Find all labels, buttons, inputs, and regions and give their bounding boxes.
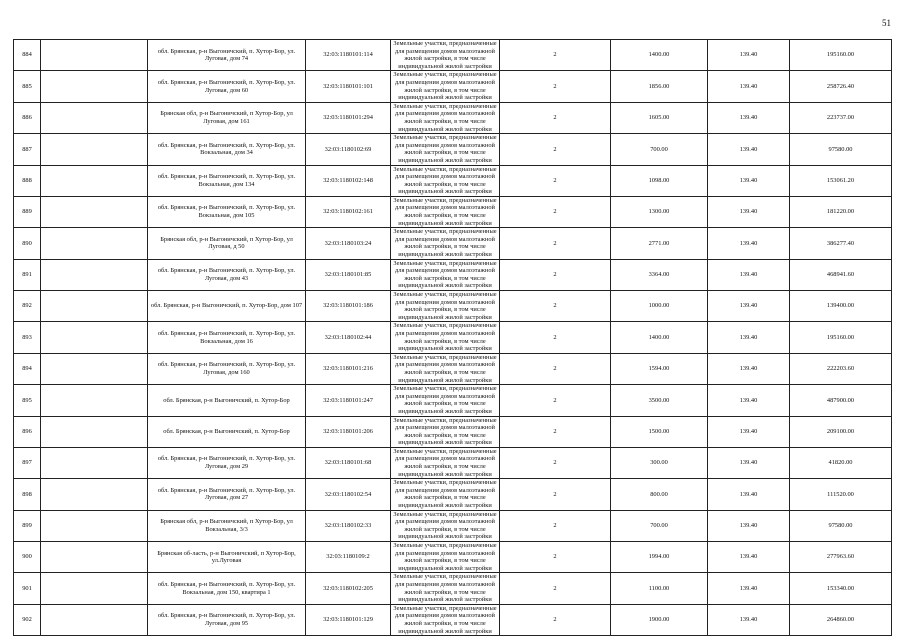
row-number: 893 [14, 322, 41, 353]
blank-cell [41, 71, 148, 102]
land-use-cell: Земельные участки, предназначенные для размещения домов малоэтажной жилой застройки, в том числе индивидуальной жилой застройки [391, 542, 500, 573]
cadastral-number-cell: 32:03:1180101:247 [306, 385, 391, 416]
area-cell: 1594.00 [611, 353, 708, 384]
blank-cell [41, 353, 148, 384]
rate-cell: 139.40 [708, 259, 790, 290]
land-use-cell: Земельные участки, предназначенные для размещения домов малоэтажной жилой застройки, в том числе индивидуальной жилой застройки [391, 134, 500, 165]
cadastral-number-cell: 32:03:1180101:294 [306, 102, 391, 133]
category-cell: 2 [500, 71, 611, 102]
address-cell: обл. Брянская, р-н Выгоничский, п. Хутор-Бор [148, 416, 306, 447]
table-row [14, 40, 892, 71]
blank-cell [41, 196, 148, 227]
cadastral-number-cell: 32:03:1180102:205 [306, 573, 391, 604]
rate-cell: 139.40 [708, 102, 790, 133]
row-number: 892 [14, 291, 41, 322]
blank-cell [41, 510, 148, 541]
rate-cell: 139.40 [708, 479, 790, 510]
cadastral-value-cell: 139400.00 [790, 291, 892, 322]
row-number: 902 [14, 604, 41, 635]
row-number: 898 [14, 479, 41, 510]
blank-cell [41, 416, 148, 447]
row-number: 899 [14, 510, 41, 541]
row-number: 894 [14, 353, 41, 384]
cadastral-number-cell: 32:03:1180101:186 [306, 291, 391, 322]
area-cell: 1300.00 [611, 196, 708, 227]
area-cell: 1856.00 [611, 71, 708, 102]
category-cell: 2 [500, 322, 611, 353]
row-number: 887 [14, 134, 41, 165]
category-cell: 2 [500, 259, 611, 290]
table-row [14, 196, 892, 227]
cadastral-number-cell: 32:03:1180101:85 [306, 259, 391, 290]
cadastral-value-cell: 386277.40 [790, 228, 892, 259]
category-cell: 2 [500, 165, 611, 196]
cadastral-number-cell: 32:03:1180102:54 [306, 479, 391, 510]
row-number: 891 [14, 259, 41, 290]
address-cell: обл. Брянская, р-н Выгоничский, п. Хутор-Бор, ул. Вокзальная, дом 150, квартира 1 [148, 573, 306, 604]
blank-cell [41, 259, 148, 290]
cadastral-value-cell: 111520.00 [790, 479, 892, 510]
land-use-cell: Земельные участки, предназначенные для размещения домов малоэтажной жилой застройки, в том числе индивидуальной жилой застройки [391, 259, 500, 290]
address-cell: обл. Брянская, р-н Выгоничский, п. Хутор-Бор, ул. Луговая, дом 74 [148, 40, 306, 71]
area-cell: 1000.00 [611, 291, 708, 322]
category-cell: 2 [500, 447, 611, 478]
cadastral-value-cell: 195160.00 [790, 322, 892, 353]
cadastral-value-cell: 258726.40 [790, 71, 892, 102]
land-use-cell: Земельные участки, предназначенные для размещения домов малоэтажной жилой застройки, в том числе индивидуальной жилой застройки [391, 71, 500, 102]
address-cell: Брянская обл, р-н Выгоничский, п Хутор-Бор, ул Луговая, д 50 [148, 228, 306, 259]
blank-cell [41, 40, 148, 71]
area-cell: 1994.00 [611, 542, 708, 573]
area-cell: 700.00 [611, 510, 708, 541]
address-cell: обл. Брянская, р-н Выгоничский, п. Хутор-Бор, ул. Луговая, дом 60 [148, 71, 306, 102]
rate-cell: 139.40 [708, 416, 790, 447]
blank-cell [41, 322, 148, 353]
table-row [14, 259, 892, 290]
cadastral-value-cell: 223737.00 [790, 102, 892, 133]
table-row [14, 291, 892, 322]
cadastral-value-cell: 41820.00 [790, 447, 892, 478]
rate-cell: 139.40 [708, 228, 790, 259]
table-row [14, 134, 892, 165]
category-cell: 2 [500, 573, 611, 604]
blank-cell [41, 134, 148, 165]
land-use-cell: Земельные участки, предназначенные для размещения домов малоэтажной жилой застройки, в том числе индивидуальной жилой застройки [391, 416, 500, 447]
area-cell: 700.00 [611, 134, 708, 165]
blank-cell [41, 228, 148, 259]
row-number: 895 [14, 385, 41, 416]
cadastral-value-cell: 153340.00 [790, 573, 892, 604]
rate-cell: 139.40 [708, 604, 790, 635]
row-number: 890 [14, 228, 41, 259]
table-row [14, 510, 892, 541]
blank-cell [41, 165, 148, 196]
table-row [14, 416, 892, 447]
rate-cell: 139.40 [708, 40, 790, 71]
blank-cell [41, 102, 148, 133]
land-use-cell: Земельные участки, предназначенные для размещения домов малоэтажной жилой застройки, в том числе индивидуальной жилой застройки [391, 102, 500, 133]
address-cell: обл. Брянская, р-н Выгоничский, п. Хутор-Бор, ул. Луговая, дом 95 [148, 604, 306, 635]
address-cell: обл. Брянская, р-н Выгоничский, п. Хутор-Бор, ул. Луговая, дом 160 [148, 353, 306, 384]
land-use-cell: Земельные участки, предназначенные для размещения домов малоэтажной жилой застройки, в том числе индивидуальной жилой застройки [391, 228, 500, 259]
land-use-cell: Земельные участки, предназначенные для размещения домов малоэтажной жилой застройки, в том числе индивидуальной жилой застройки [391, 604, 500, 635]
category-cell: 2 [500, 196, 611, 227]
table-row [14, 165, 892, 196]
table-row [14, 573, 892, 604]
address-cell: обл. Брянская, р-н Выгоничский, п. Хутор-Бор, ул. Луговая, дом 27 [148, 479, 306, 510]
cadastral-number-cell: 32:03:1180101:206 [306, 416, 391, 447]
table-row [14, 542, 892, 573]
land-use-cell: Земельные участки, предназначенные для размещения домов малоэтажной жилой застройки, в том числе индивидуальной жилой застройки [391, 165, 500, 196]
area-cell: 1900.00 [611, 604, 708, 635]
cadastral-number-cell: 32:03:1180103:24 [306, 228, 391, 259]
area-cell: 1098.00 [611, 165, 708, 196]
page-number: 51 [882, 18, 891, 28]
rate-cell: 139.40 [708, 542, 790, 573]
category-cell: 2 [500, 604, 611, 635]
rate-cell: 139.40 [708, 134, 790, 165]
rate-cell: 139.40 [708, 291, 790, 322]
category-cell: 2 [500, 385, 611, 416]
cadastral-value-cell: 97580.00 [790, 134, 892, 165]
address-cell: обл. Брянская, р-н Выгоничский, п. Хутор-Бор, ул. Вокзальная, дом 16 [148, 322, 306, 353]
table-row [14, 322, 892, 353]
cadastral-number-cell: 32:03:1180101:129 [306, 604, 391, 635]
row-number: 884 [14, 40, 41, 71]
row-number: 900 [14, 542, 41, 573]
row-number: 897 [14, 447, 41, 478]
area-cell: 1605.00 [611, 102, 708, 133]
area-cell: 800.00 [611, 479, 708, 510]
cadastral-value-cell: 264860.00 [790, 604, 892, 635]
land-use-cell: Земельные участки, предназначенные для размещения домов малоэтажной жилой застройки, в том числе индивидуальной жилой застройки [391, 385, 500, 416]
rate-cell: 139.40 [708, 447, 790, 478]
address-cell: обл. Брянская, р-н Выгоничский, п. Хутор-Бор, ул. Луговая, дом 43 [148, 259, 306, 290]
area-cell: 2771.00 [611, 228, 708, 259]
cadastral-value-cell: 209100.00 [790, 416, 892, 447]
cadastral-value-cell: 487900.00 [790, 385, 892, 416]
row-number: 885 [14, 71, 41, 102]
address-cell: обл. Брянская, р-н Выгоничский, п. Хутор-Бор, ул. Вокзальная, дом 105 [148, 196, 306, 227]
address-cell: Брянская обл, р-н Выгоничский, п Хутор-Бор, ул Луговая, дом 161 [148, 102, 306, 133]
blank-cell [41, 479, 148, 510]
cadastral-number-cell: 32:03:1180101:216 [306, 353, 391, 384]
table-row [14, 447, 892, 478]
rate-cell: 139.40 [708, 196, 790, 227]
blank-cell [41, 573, 148, 604]
area-cell: 3364.00 [611, 259, 708, 290]
cadastral-number-cell: 32:03:1180102:44 [306, 322, 391, 353]
cadastral-value-cell: 468941.60 [790, 259, 892, 290]
category-cell: 2 [500, 40, 611, 71]
land-registry-table [13, 39, 892, 636]
category-cell: 2 [500, 134, 611, 165]
table-row [14, 604, 892, 635]
rate-cell: 139.40 [708, 322, 790, 353]
rate-cell: 139.40 [708, 165, 790, 196]
blank-cell [41, 385, 148, 416]
category-cell: 2 [500, 416, 611, 447]
area-cell: 1400.00 [611, 322, 708, 353]
cadastral-number-cell: 32:03:1180101:114 [306, 40, 391, 71]
cadastral-value-cell: 195160.00 [790, 40, 892, 71]
cadastral-value-cell: 97580.00 [790, 510, 892, 541]
cadastral-value-cell: 277963.60 [790, 542, 892, 573]
blank-cell [41, 291, 148, 322]
row-number: 888 [14, 165, 41, 196]
category-cell: 2 [500, 510, 611, 541]
land-use-cell: Земельные участки, предназначенные для размещения домов малоэтажной жилой застройки, в том числе индивидуальной жилой застройки [391, 479, 500, 510]
table-row [14, 479, 892, 510]
address-cell: Брянская об-ласть, р-н Выгоничский, п Хутор-Бор, ул.Луговая [148, 542, 306, 573]
address-cell: обл. Брянская, р-н Выгоничский, п. Хутор-Бор, ул. Луговая, дом 29 [148, 447, 306, 478]
rate-cell: 139.40 [708, 510, 790, 541]
rate-cell: 139.40 [708, 573, 790, 604]
land-use-cell: Земельные участки, предназначенные для размещения домов малоэтажной жилой застройки, в том числе индивидуальной жилой застройки [391, 510, 500, 541]
cadastral-value-cell: 153061.20 [790, 165, 892, 196]
cadastral-number-cell: 32:03:1180102:148 [306, 165, 391, 196]
address-cell: обл. Брянская, р-н Выгоничский, п. Хутор-Бор [148, 385, 306, 416]
cadastral-number-cell: 32:03:1180102:33 [306, 510, 391, 541]
area-cell: 300.00 [611, 447, 708, 478]
rate-cell: 139.40 [708, 71, 790, 102]
area-cell: 1500.00 [611, 416, 708, 447]
category-cell: 2 [500, 228, 611, 259]
land-use-cell: Земельные участки, предназначенные для размещения домов малоэтажной жилой застройки, в том числе индивидуальной жилой застройки [391, 322, 500, 353]
blank-cell [41, 447, 148, 478]
category-cell: 2 [500, 291, 611, 322]
category-cell: 2 [500, 353, 611, 384]
table-row [14, 71, 892, 102]
rate-cell: 139.40 [708, 385, 790, 416]
blank-cell [41, 604, 148, 635]
land-use-cell: Земельные участки, предназначенные для размещения домов малоэтажной жилой застройки, в том числе индивидуальной жилой застройки [391, 447, 500, 478]
table-row [14, 102, 892, 133]
table-row [14, 353, 892, 384]
cadastral-number-cell: 32:03:1180102:161 [306, 196, 391, 227]
row-number: 896 [14, 416, 41, 447]
row-number: 889 [14, 196, 41, 227]
address-cell: обл. Брянская, р-н Выгоничский, п. Хутор-Бор, ул. Вокзальная, дом 134 [148, 165, 306, 196]
cadastral-number-cell: 32:03:1180101:101 [306, 71, 391, 102]
category-cell: 2 [500, 102, 611, 133]
land-use-cell: Земельные участки, предназначенные для размещения домов малоэтажной жилой застройки, в том числе индивидуальной жилой застройки [391, 40, 500, 71]
table-row [14, 385, 892, 416]
blank-cell [41, 542, 148, 573]
cadastral-number-cell: 32:03:1180102:69 [306, 134, 391, 165]
row-number: 886 [14, 102, 41, 133]
cadastral-value-cell: 222203.60 [790, 353, 892, 384]
cadastral-number-cell: 32:03:1180109:2 [306, 542, 391, 573]
address-cell: обл. Брянская, р-н Выгоничский, п. Хутор-Бор, дом 107 [148, 291, 306, 322]
rate-cell: 139.40 [708, 353, 790, 384]
cadastral-number-cell: 32:03:1180101:68 [306, 447, 391, 478]
category-cell: 2 [500, 479, 611, 510]
land-use-cell: Земельные участки, предназначенные для размещения домов малоэтажной жилой застройки, в том числе индивидуальной жилой застройки [391, 353, 500, 384]
address-cell: обл. Брянская, р-н Выгоничский, п. Хутор-Бор, ул. Вокзальная, дом 34 [148, 134, 306, 165]
category-cell: 2 [500, 542, 611, 573]
land-use-cell: Земельные участки, предназначенные для размещения домов малоэтажной жилой застройки, в том числе индивидуальной жилой застройки [391, 291, 500, 322]
row-number: 901 [14, 573, 41, 604]
table-body [14, 40, 892, 636]
cadastral-value-cell: 181220.00 [790, 196, 892, 227]
area-cell: 1400.00 [611, 40, 708, 71]
land-use-cell: Земельные участки, предназначенные для размещения домов малоэтажной жилой застройки, в том числе индивидуальной жилой застройки [391, 196, 500, 227]
area-cell: 3500.00 [611, 385, 708, 416]
area-cell: 1100.00 [611, 573, 708, 604]
land-use-cell: Земельные участки, предназначенные для размещения домов малоэтажной жилой застройки, в том числе индивидуальной жилой застройки [391, 573, 500, 604]
address-cell: Брянская обл, р-н Выгоничский, п Хутор-Бор, ул Вокзальная, 3/3 [148, 510, 306, 541]
table-row [14, 228, 892, 259]
